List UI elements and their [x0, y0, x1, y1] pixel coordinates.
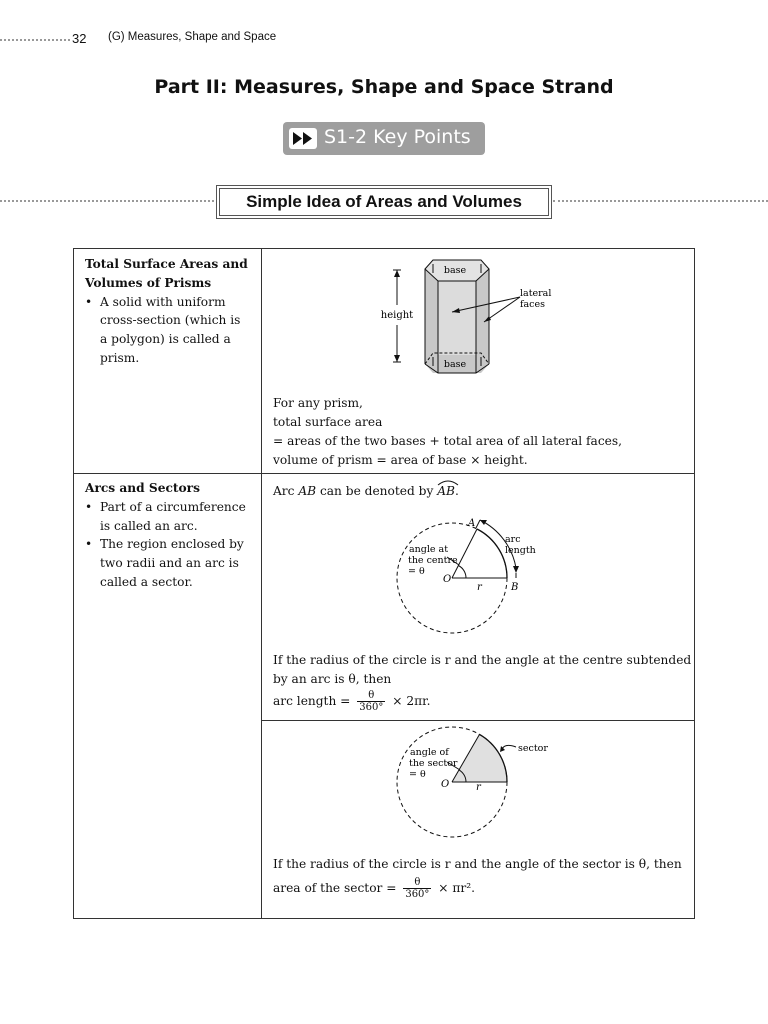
- arc-length-figure: [262, 474, 696, 639]
- arcs-heading: Arcs and Sectors: [85, 481, 200, 495]
- svg-text:angle at: angle at: [409, 544, 449, 555]
- part-title: Part II: Measures, Shape and Space Strand: [154, 76, 614, 98]
- arc-length-text: If the radius of the circle is r and the angle at the centre subtended by an arc is θ, then: [273, 653, 692, 686]
- svg-text:length: length: [505, 545, 536, 556]
- sector-definition: • The region enclosed by two radii and an arc is called a sector.: [85, 535, 251, 591]
- running-title: (G) Measures, Shape and Space: [108, 31, 277, 43]
- prisms-term-cell: [74, 249, 262, 474]
- lateral-label: lateral: [520, 288, 552, 299]
- section-rule-right: [553, 200, 768, 202]
- arc-notation: Arc AB can be denoted by AB.: [273, 482, 459, 501]
- page-number: 32: [72, 31, 87, 46]
- svg-text:angle of: angle of: [410, 747, 449, 758]
- svg-text:sector: sector: [518, 743, 548, 754]
- header-dotted-rule: [0, 39, 70, 41]
- svg-text:the sector: the sector: [409, 758, 458, 769]
- table-row: [74, 249, 695, 474]
- key-points-table: [73, 248, 695, 919]
- svg-text:= θ: = θ: [408, 566, 425, 577]
- svg-text:arc: arc: [505, 534, 521, 545]
- svg-text:O: O: [441, 779, 450, 790]
- sector-detail-cell: [262, 721, 695, 919]
- section-rule-left: [0, 200, 214, 202]
- svg-text:B: B: [511, 582, 519, 593]
- prisms-detail-cell: [262, 249, 695, 474]
- faces-label: faces: [520, 299, 545, 310]
- arcs-term-cell: [74, 474, 262, 919]
- arc-definition: • Part of a circumference is called an arc.: [85, 498, 251, 536]
- page-header: [0, 31, 768, 47]
- base-bottom-label: base: [443, 359, 467, 370]
- prism-formulas: For any prism, total surface area = areas of the two bases + total area of all lateral faces, volume of prism = area of base × height.: [273, 396, 622, 467]
- svg-text:r: r: [477, 582, 482, 593]
- sector-area-formula: area of the sector = $\frac{\theta}{360^\circ}$ × πr².: [273, 877, 475, 900]
- height-label: height: [380, 310, 414, 321]
- arcs-detail-cell: [262, 474, 695, 721]
- svg-text:A: A: [468, 518, 476, 529]
- prisms-heading: Total Surface Areas and Volumes of Prisms: [85, 257, 248, 290]
- key-points-label: S1-2 Key Points: [324, 126, 471, 148]
- prism-definition: • A solid with uniform cross-section (which is a polygon) is called a prism.: [85, 293, 251, 368]
- hexagonal-prism-figure: [262, 249, 696, 389]
- svg-text:the centre: the centre: [408, 555, 458, 566]
- table-row: [74, 474, 695, 721]
- fast-forward-icon: [289, 128, 317, 149]
- svg-text:O: O: [443, 574, 452, 585]
- base-top-label: base: [443, 265, 467, 276]
- section-title: Simple Idea of Areas and Volumes: [219, 188, 549, 216]
- arc-length-formula: arc length = $\frac{\theta}{360^\circ}$ × 2πr.: [273, 690, 431, 713]
- sector-figure: [262, 721, 696, 841]
- arc-ab-notation: AB: [437, 484, 455, 498]
- sector-text: If the radius of the circle is r and the angle of the sector is θ, then: [273, 857, 682, 871]
- svg-text:= θ: = θ: [409, 769, 426, 780]
- svg-text:r: r: [476, 782, 481, 793]
- key-points-banner: [283, 122, 485, 155]
- section-title-box: [216, 185, 552, 219]
